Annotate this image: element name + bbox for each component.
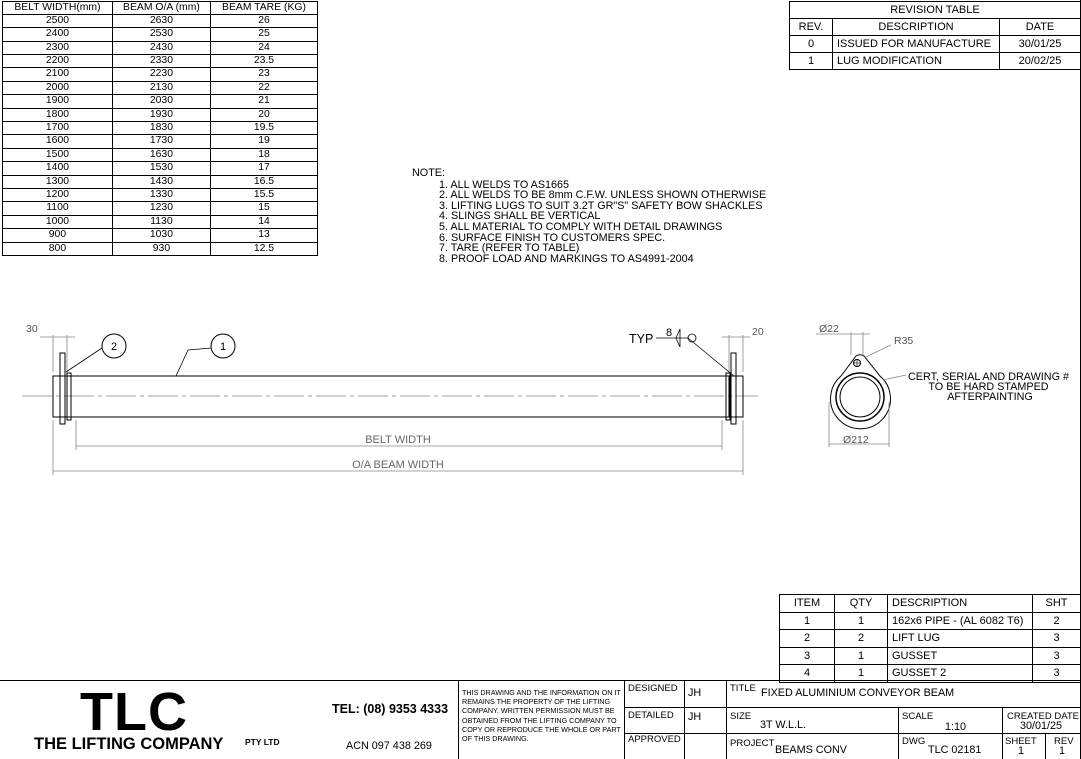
table-cell: 1530	[112, 162, 210, 175]
weld-typ-label: TYP	[629, 332, 654, 346]
rev-header-rev: REV.	[790, 19, 833, 36]
stamp-note-line: TO BE HARD STAMPED	[928, 381, 1049, 393]
telephone: TEL: (08) 9353 4333	[332, 702, 449, 716]
rev-cell: 0	[790, 36, 833, 53]
drawing-title: FIXED ALUMINIUM CONVEYOR BEAM	[761, 687, 955, 699]
table-cell: 1330	[112, 189, 210, 202]
tb-divider	[458, 681, 459, 759]
table-cell: 24	[210, 41, 317, 54]
table-cell: 1430	[112, 175, 210, 188]
table-cell: 1200	[3, 189, 113, 202]
table-cell: 20	[210, 108, 317, 121]
designed-label: DESIGNED	[628, 683, 678, 694]
dia-pipe-label: Ø212	[843, 434, 869, 446]
tb-divider	[898, 707, 899, 759]
table-cell: 1730	[112, 135, 210, 148]
tb-divider	[624, 733, 1081, 734]
bom-cell: 3	[780, 647, 835, 665]
left-gusset	[67, 373, 71, 420]
table-cell: 1000	[3, 215, 113, 228]
table-cell: 19	[210, 135, 317, 148]
bom-cell: 1	[780, 612, 835, 630]
rev-cell: LUG MODIFICATION	[833, 53, 1000, 70]
bom-header-sht: SHT	[1033, 595, 1081, 613]
dim-30-label: 30	[26, 323, 38, 335]
bom-cell: 3	[1033, 630, 1081, 648]
detailed-value: JH	[688, 711, 702, 723]
table-cell: 2630	[112, 14, 210, 27]
table-cell: 2300	[3, 41, 113, 54]
note-item: 7. TARE (REFER TO TABLE)	[439, 242, 580, 255]
dia-lug-label: Ø22	[819, 323, 839, 335]
note-item: 8. PROOF LOAD AND MARKINGS TO AS4991-2004	[439, 252, 694, 265]
table-cell: 26	[210, 14, 317, 27]
table-cell: 800	[3, 242, 113, 255]
tb-divider	[1045, 733, 1046, 759]
bom-row	[780, 647, 1081, 665]
table-cell: 2500	[3, 14, 113, 27]
end-view-dims	[816, 332, 906, 447]
revision-table-title: REVISION TABLE	[790, 2, 1081, 19]
table-cell: 1100	[3, 202, 113, 215]
bom-body	[780, 612, 1081, 682]
bom-cell: 2	[835, 630, 888, 648]
title-block	[0, 680, 1081, 759]
table-cell: 15.5	[210, 189, 317, 202]
bom-cell: 2	[1033, 612, 1081, 630]
table-cell: 13	[210, 229, 317, 242]
table-cell: 1500	[3, 148, 113, 161]
project-label: PROJECT	[730, 738, 775, 749]
table-cell: 2400	[3, 28, 113, 41]
table-cell: 18	[210, 148, 317, 161]
table-cell: 1300	[3, 175, 113, 188]
bom-cell: GUSSET 2	[888, 665, 1033, 683]
designed-value: JH	[688, 687, 702, 699]
rev-header-description: DESCRIPTION	[833, 19, 1000, 36]
table-cell: 1630	[112, 148, 210, 161]
dim-20-label: 20	[752, 326, 764, 338]
balloon-1-leader-tail	[176, 350, 188, 376]
table-cell: 900	[3, 229, 113, 242]
note-item: 5. ALL MATERIAL TO COMPLY WITH DETAIL DRAWINGS	[439, 220, 723, 233]
rev-value: 1	[1059, 745, 1066, 757]
right-lug	[731, 353, 736, 424]
dwg-value: TLC 02181	[928, 744, 982, 756]
tb-divider	[726, 681, 727, 759]
size-value: 3T W.L.L.	[760, 719, 807, 731]
note-item: 1. ALL WELDS TO AS1665	[439, 178, 570, 191]
table-cell: 17	[210, 162, 317, 175]
scale-value: 1:10	[945, 721, 967, 733]
bom-header	[780, 595, 1081, 613]
table-cell: 2330	[112, 55, 210, 68]
bill-of-materials	[779, 594, 1081, 683]
table-cell: 16.5	[210, 175, 317, 188]
sheet-label: SHEET	[1005, 736, 1037, 747]
bom-cell: 3	[1033, 647, 1081, 665]
table-cell: 1130	[112, 215, 210, 228]
table-cell: 1700	[3, 122, 113, 135]
table-cell: 19.5	[210, 122, 317, 135]
rev-label: REV	[1054, 736, 1074, 747]
table-cell: 21	[210, 95, 317, 108]
bom-cell: 1	[835, 612, 888, 630]
bom-row	[780, 612, 1081, 630]
table-cell: 1800	[3, 108, 113, 121]
table-cell: 2530	[112, 28, 210, 41]
bom-header-item: ITEM	[780, 595, 835, 613]
rev-header-date: DATE	[1000, 19, 1081, 36]
table-cell: 22	[210, 81, 317, 94]
bom-cell: 3	[1033, 665, 1081, 683]
created-date-value: 30/01/25	[1020, 720, 1063, 732]
title-label: TITLE	[730, 683, 756, 694]
weld-size-label: 8	[666, 327, 673, 339]
table-cell: 23.5	[210, 55, 317, 68]
table-cell: 2200	[3, 55, 113, 68]
stamp-note	[908, 371, 1072, 403]
bom-cell: 4	[780, 665, 835, 683]
header-belt-width: BELT WIDTH(mm)	[3, 2, 113, 15]
approved-label: APPROVED	[628, 734, 681, 745]
rev-cell: 20/02/25	[1000, 53, 1081, 70]
table-cell: 1600	[3, 135, 113, 148]
note-item: 4. SLINGS SHALL BE VERTICAL	[439, 210, 601, 223]
bom-header-description: DESCRIPTION	[888, 595, 1033, 613]
table-cell: 1400	[3, 162, 113, 175]
company-suffix: PTY LTD	[245, 737, 280, 747]
end-view	[831, 355, 891, 429]
dwg-label: DWG	[902, 736, 926, 747]
table-cell: 930	[112, 242, 210, 255]
bom-row	[780, 630, 1081, 648]
left-lug	[60, 353, 65, 424]
dim-30	[40, 335, 75, 372]
bom-cell: GUSSET	[888, 647, 1033, 665]
rev-cell: 1	[790, 53, 833, 70]
end-view-pipe-outer	[836, 373, 884, 421]
table-cell: 1230	[112, 202, 210, 215]
table-cell: 1030	[112, 229, 210, 242]
bom-cell: 162x6 PIPE - (AL 6082 T6)	[888, 612, 1033, 630]
balloon-2-label: 2	[110, 341, 118, 353]
table-cell: 15	[210, 202, 317, 215]
table-cell: 2130	[112, 81, 210, 94]
note-item: 3. LIFTING LUGS TO SUIT 3.2T GR"S" SAFETY BOW SHACKLES	[439, 199, 763, 212]
tb-divider	[624, 707, 1081, 708]
bom-header-qty: QTY	[835, 595, 888, 613]
bom-cell: LIFT LUG	[888, 630, 1033, 648]
tb-divider	[1002, 707, 1003, 759]
rev-cell: 30/01/25	[1000, 36, 1081, 53]
tb-divider	[684, 681, 685, 759]
size-label: SIZE	[730, 711, 752, 722]
table-cell: 25	[210, 28, 317, 41]
note-item: 6. SURFACE FINISH TO CUSTOMERS SPEC.	[439, 231, 666, 244]
balloon-1-label: 1	[219, 341, 227, 353]
bom-cell: 1	[835, 665, 888, 683]
bom-cell: 1	[835, 647, 888, 665]
table-cell: 2030	[112, 95, 210, 108]
table-cell: 2000	[3, 81, 113, 94]
table-cell: 2230	[112, 68, 210, 81]
company-name: THE LIFTING COMPANY	[34, 735, 224, 753]
table-cell: 1900	[3, 95, 113, 108]
sheet-value: 1	[1018, 745, 1025, 757]
radius-label: R35	[894, 335, 914, 347]
table-cell: 12.5	[210, 242, 317, 255]
table-cell: 14	[210, 215, 317, 228]
balloon-2-leader	[66, 348, 102, 372]
end-view-lug-profile	[831, 355, 891, 429]
pipe-body	[67, 376, 729, 417]
table-cell: 1830	[112, 122, 210, 135]
balloon-1-leader	[188, 348, 211, 350]
header-beam-oa: BEAM O/A (mm)	[112, 2, 210, 15]
company-logo: TLC	[80, 682, 188, 742]
oa-width-label: O/A BEAM WIDTH	[352, 459, 444, 471]
legal-notice: THIS DRAWING AND THE INFORMATION ON IT REMAINS THE PROPERTY OF THE LIFTING COMPANY. WRITTEN PERMISSION MUST BE OBTAINED FROM THE LIFTING COMPANY TO COPY OR REPRODUCE THE WHOLE OR PART OF THIS DRAWING.	[462, 688, 621, 744]
end-view-pipe-inner	[840, 377, 880, 417]
table-cell: 23	[210, 68, 317, 81]
tb-divider	[624, 681, 625, 759]
created-date-label: CREATED DATE	[1007, 711, 1079, 722]
table-cell: 2430	[112, 41, 210, 54]
rev-cell: ISSUED FOR MANUFACTURE	[833, 36, 1000, 53]
table-cell: 2100	[3, 68, 113, 81]
scale-label: SCALE	[902, 711, 934, 722]
project-value: BEAMS CONV	[775, 744, 847, 756]
bom-cell: 2	[780, 630, 835, 648]
header-beam-tare: BEAM TARE (KG)	[210, 2, 317, 15]
note-item: 2. ALL WELDS TO BE 8mm C.F.W. UNLESS SHOWN OTHERWISE	[439, 189, 767, 202]
detailed-label: DETAILED	[628, 710, 674, 721]
stamp-note-line: AFTERPAINTING	[947, 391, 1033, 403]
belt-width-label: BELT WIDTH	[365, 434, 431, 446]
acn-number: ACN 097 438 269	[346, 740, 432, 752]
stamp-note-line: CERT, SERIAL AND DRAWING #	[908, 371, 1069, 383]
table-cell: 1930	[112, 108, 210, 121]
notes-title: NOTE:	[412, 167, 445, 179]
